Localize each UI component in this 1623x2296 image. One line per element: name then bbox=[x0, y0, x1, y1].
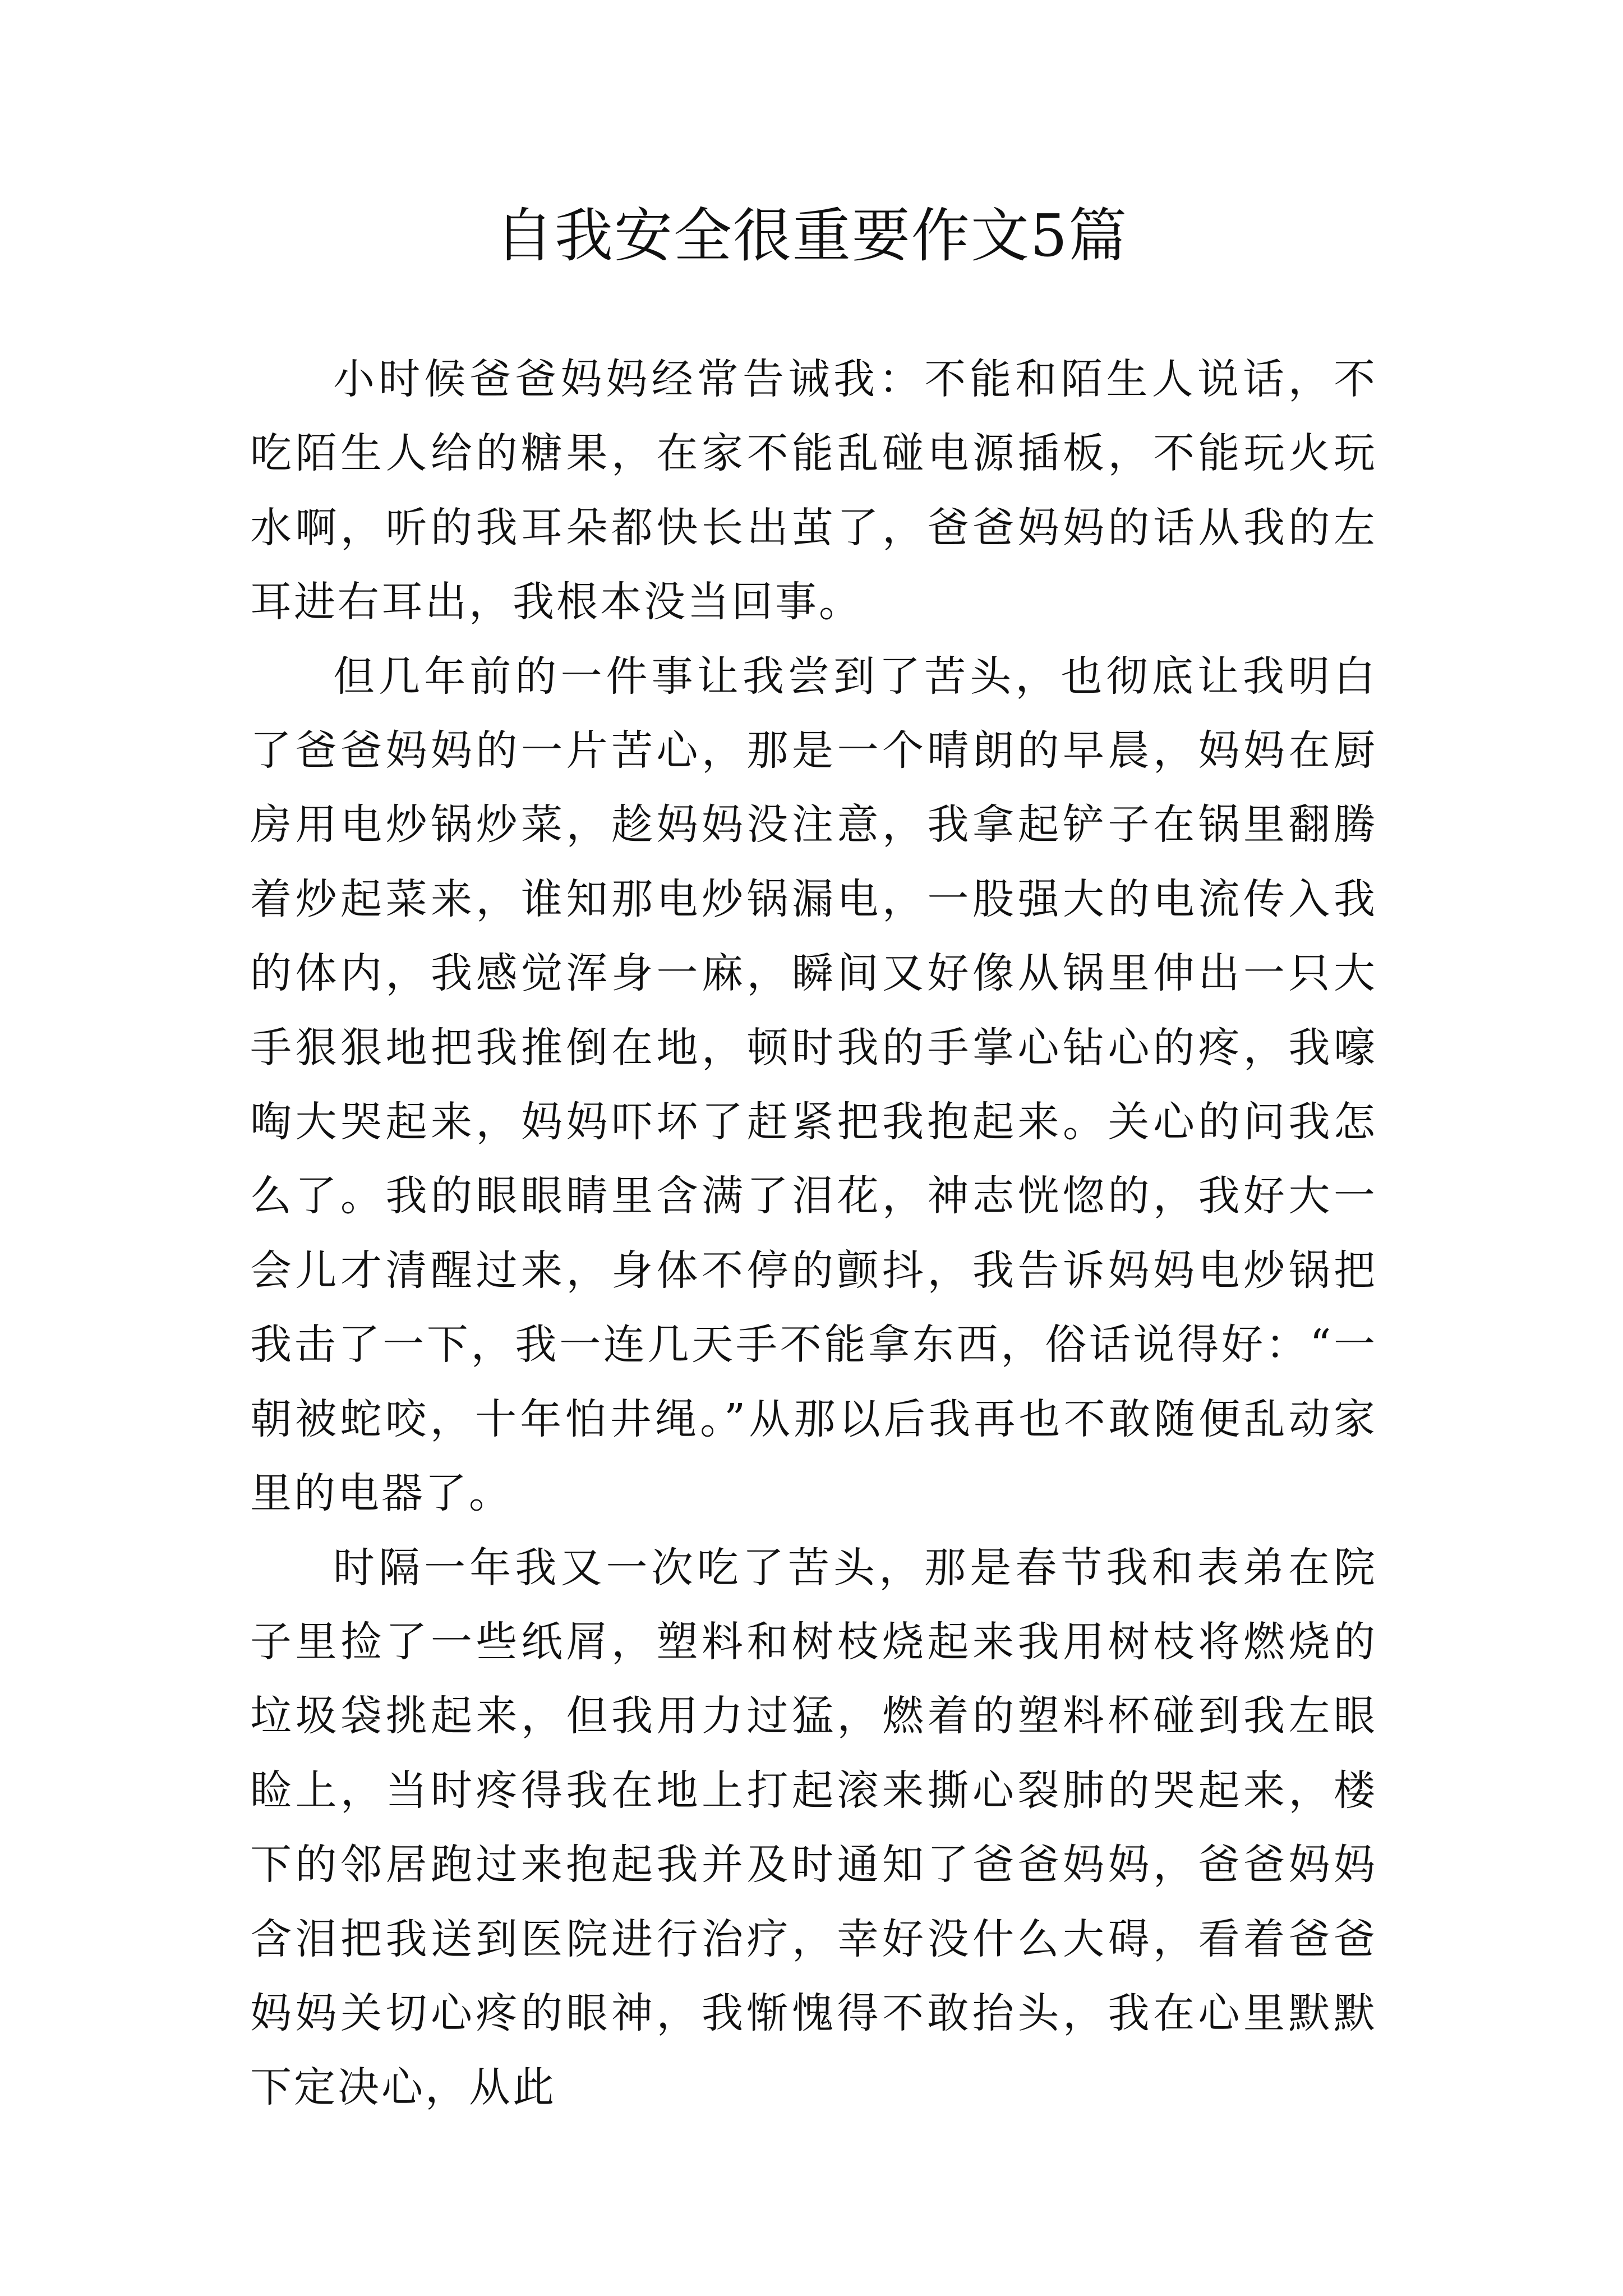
document-body bbox=[250, 342, 1377, 2125]
paragraph: 时隔一年我又一次吃了苦头，那是春节我和表弟在院子里捡了一些纸屑，塑料和树枝烧起来我用树枝将燃烧的垃圾袋挑起来，但我用力过猛，燃着的塑料杯碰到我左眼睑上，当时疼得我在地上打起滚来撕心裂肺的哭起来，楼下的邻居跑过来抱起我并及时通知了爸爸妈妈，爸爸妈妈含泪把我送到医院进行治疗，幸好没什么大碍，看着爸爸妈妈关切心疼的眼神，我惭愧得不敢抬头，我在心里默默下定决心，从此 bbox=[250, 1543, 1377, 2112]
paragraph: 小时候爸爸妈妈经常告诫我：不能和陌生人说话，不吃陌生人给的糖果，在家不能乱碰电源插板，不能玩火玩水啊，听的我耳朵都快长出茧了，爸爸妈妈的话从我的左耳进右耳出，我根本没当回事。 bbox=[250, 355, 1377, 627]
paragraph: 但几年前的一件事让我尝到了苦头，也彻底让我明白了爸爸妈妈的一片苦心，那是一个晴朗的早晨，妈妈在厨房用电炒锅炒菜，趁妈妈没注意，我拿起铲子在锅里翻腾着炒起菜来，谁知那电炒锅漏电，一股强大的电流传入我的体内，我感觉浑身一麻，瞬间又好像从锅里伸出一只大手狠狠地把我推倒在地，顿时我的手掌心钻心的疼，我嚎啕大哭起来，妈妈吓坏了赶紧把我抱起来。关心的问我怎么了。我的眼眼睛里含满了泪花，神志恍惚的，我好大一会儿才清醒过来，身体不停的颤抖，我告诉妈妈电炒锅把我击了一下，我一连几天手不能拿东西，俗话说得好：“一朝被蛇咬，十年怕井绳。”从那以后我再也不敢随便乱动家里的电器了。 bbox=[250, 652, 1377, 1518]
document-title: 自我安全很重要作文5篇 bbox=[495, 201, 1128, 270]
